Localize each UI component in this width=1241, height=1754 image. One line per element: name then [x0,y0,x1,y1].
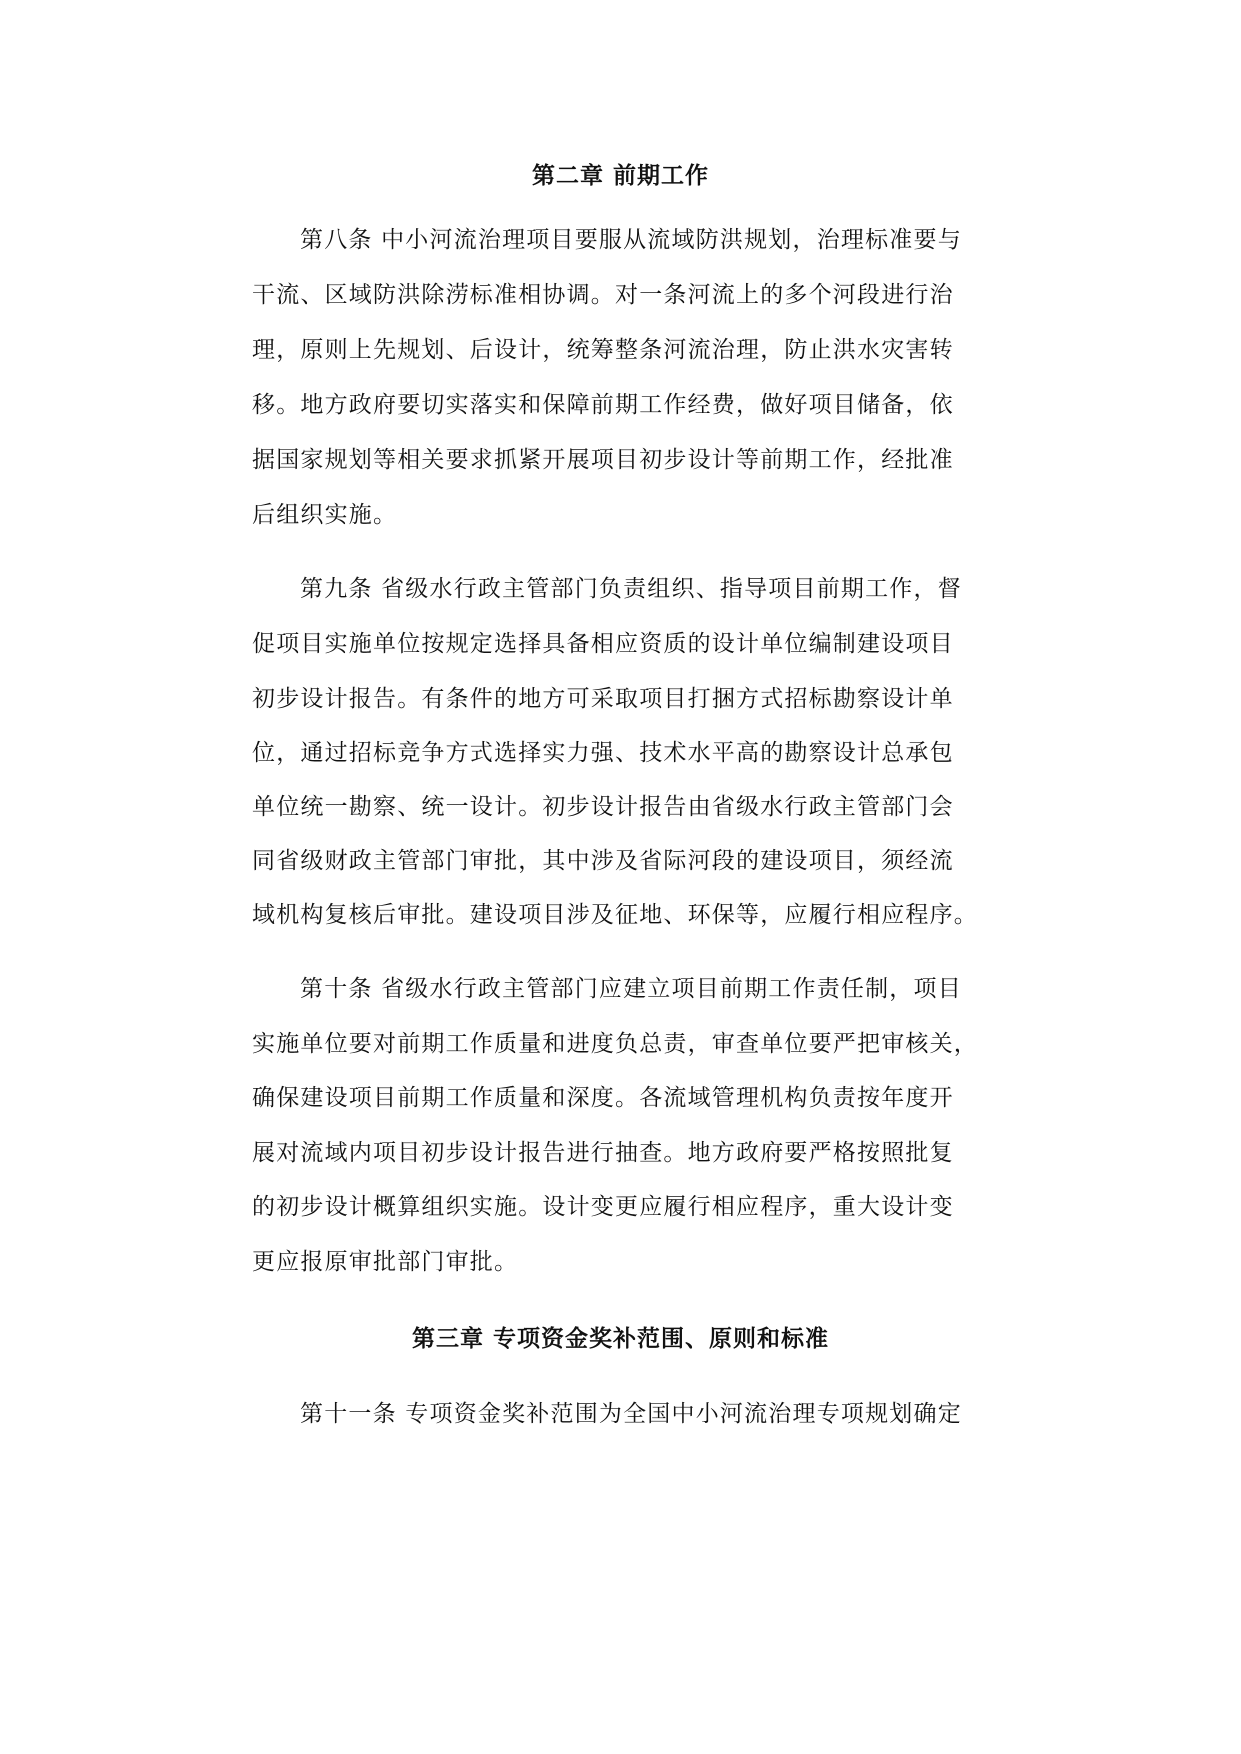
chapter-3-heading: 第三章 专项资金奖补范围、原则和标准 [411,1326,829,1352]
article-9-line-7: 域机构复核后审批。建设项目涉及征地、环保等，应履行相应程序。 [252,902,978,928]
article-10-line-4: 展对流域内项目初步设计报告进行抽查。地方政府要严格按照批复 [252,1140,954,1166]
article-8-line-3: 理，原则上先规划、后设计，统筹整条河流治理，防止洪水灾害转 [252,337,954,363]
article-11-line-1: 第十一条 专项资金奖补范围为全国中小河流治理专项规划确定 [300,1401,962,1427]
article-9-line-5: 单位统一勘察、统一设计。初步设计报告由省级水行政主管部门会 [252,794,954,820]
article-10-line-5: 的初步设计概算组织实施。设计变更应履行相应程序，重大设计变 [252,1194,954,1220]
article-9-line-1: 第九条 省级水行政主管部门负责组织、指导项目前期工作，督 [300,576,962,602]
article-8-line-4: 移。地方政府要切实落实和保障前期工作经费，做好项目储备，依 [252,392,954,418]
article-9-line-2: 促项目实施单位按规定选择具备相应资质的设计单位编制建设项目 [252,631,954,657]
chapter-2-heading: 第二章 前期工作 [531,163,709,189]
article-8-line-1: 第八条 中小河流治理项目要服从流域防洪规划，治理标准要与 [300,227,962,253]
article-10-line-2: 实施单位要对前期工作质量和进度负总责，审查单位要严把审核关， [252,1031,978,1057]
article-10-line-3: 确保建设项目前期工作质量和深度。各流域管理机构负责按年度开 [252,1085,954,1111]
article-9-line-6: 同省级财政主管部门审批，其中涉及省际河段的建设项目，须经流 [252,848,954,874]
article-8-line-6: 后组织实施。 [252,502,398,528]
article-9-line-4: 位，通过招标竞争方式选择实力强、技术水平高的勘察设计总承包 [252,740,954,766]
article-8-line-2: 干流、区域防洪除涝标准相协调。对一条河流上的多个河段进行治 [252,282,954,308]
article-8-line-5: 据国家规划等相关要求抓紧开展项目初步设计等前期工作，经批准 [252,447,954,473]
article-9-line-3: 初步设计报告。有条件的地方可采取项目打捆方式招标勘察设计单 [252,686,954,712]
article-10-line-6: 更应报原审批部门审批。 [252,1249,519,1275]
article-10-line-1: 第十条 省级水行政主管部门应建立项目前期工作责任制，项目 [300,976,962,1002]
